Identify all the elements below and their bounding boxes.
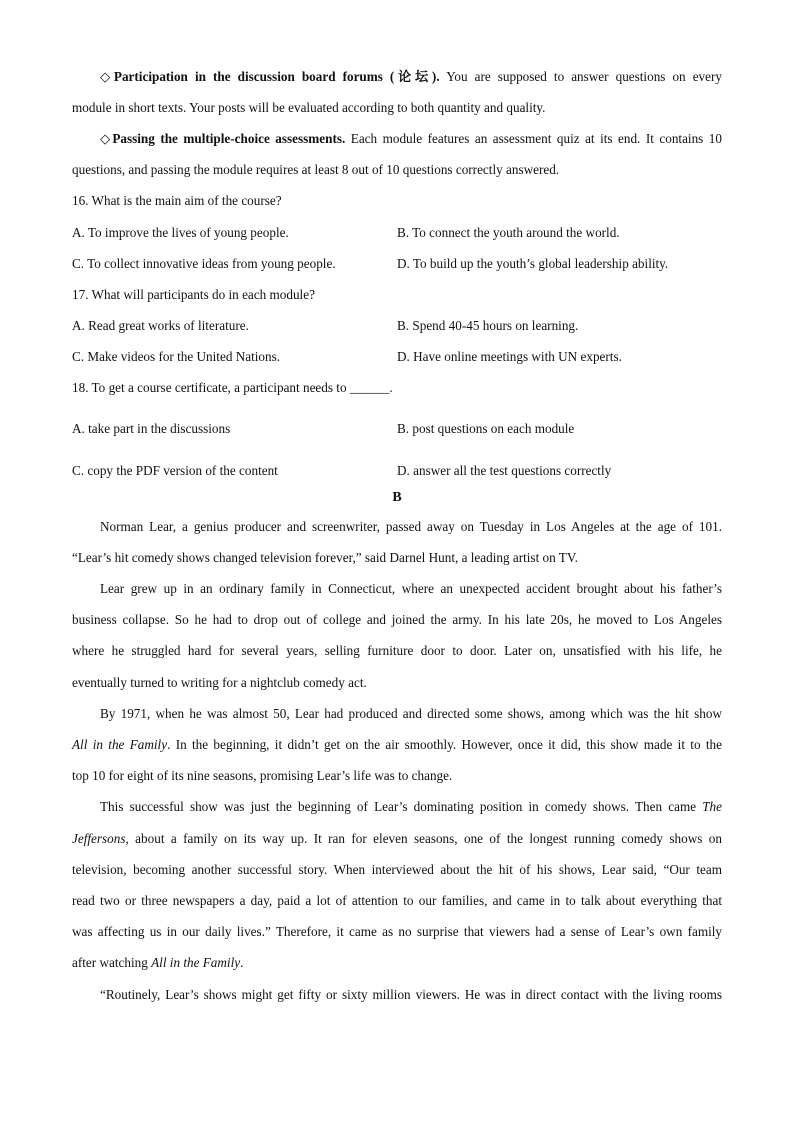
requirement-quiz-text: Each module features an assessment quiz at its end. It contains 10 <box>350 131 722 146</box>
requirement-quiz-line1 <box>72 130 722 148</box>
passage-p4-line5: was affecting us in our daily lives.” Therefore, it came as no surprise that viewers had a sense of Lear’s own family <box>72 924 722 939</box>
question-17-stem: 17. What will participants do in each module? <box>72 287 315 302</box>
passage-p4-line6-text: after watching <box>72 955 148 970</box>
section-b-heading: B <box>392 490 402 505</box>
passage-p4-line1-text: This successful show was just the beginning of Lear’s dominating position in comedy shows. Then came <box>100 799 697 814</box>
show-title-all-in-the-family-2: All in the Family <box>151 955 241 970</box>
option-17-c[interactable]: C. Make videos for the United Nations. <box>72 349 281 364</box>
option-18-c[interactable]: C. copy the PDF version of the content <box>72 463 278 478</box>
passage-p2-line3: where he struggled hard for several years, selling furniture door to door. Later on, unsatisfied with his life, he <box>72 643 722 658</box>
option-18-a[interactable]: A. take part in the discussions <box>72 421 231 436</box>
passage-p5-line1: “Routinely, Lear’s shows might get fifty or sixty million viewers. He was in direct contact with the living rooms <box>100 987 722 1002</box>
passage-p3-line1: By 1971, when he was almost 50, Lear had produced and directed some shows, among which was the hit show <box>100 706 722 721</box>
option-18-d[interactable]: D. answer all the test questions correctly <box>397 463 612 478</box>
passage-p2-line4: eventually turned to writing for a nightclub comedy act. <box>72 675 367 690</box>
passage-p4-line2 <box>72 830 722 848</box>
passage-p1-line2: “Lear’s hit comedy shows changed television forever,” said Darnel Hunt, a leading artist on TV. <box>72 550 578 565</box>
passage-p1-line1: Norman Lear, a genius producer and screenwriter, passed away on Tuesday in Los Angeles at the age of 101. <box>100 519 722 534</box>
option-17-d[interactable]: D. Have online meetings with UN experts. <box>397 349 622 364</box>
question-16-stem: 16. What is the main aim of the course? <box>72 193 282 208</box>
bullet-icon: ◇ <box>100 69 114 84</box>
passage-p4-line1 <box>72 798 722 816</box>
passage-p4-line6 <box>72 954 722 972</box>
requirement-forum-line2: module in short texts. Your posts will be evaluated according to both quantity and quality. <box>72 100 546 115</box>
show-title-jeffersons: Jeffersons <box>72 831 126 846</box>
requirement-quiz-line2: questions, and passing the module requires at least 8 out of 10 questions correctly answered. <box>72 162 560 177</box>
passage-p4-line4: read two or three newspapers a day, paid a lot of attention to our families, and came in to talk about everything that <box>72 893 722 908</box>
requirement-forum-title: Participation in the discussion board forums (论坛). <box>113 69 440 84</box>
question-18-stem: 18. To get a course certificate, a participant needs to ______. <box>72 380 393 395</box>
passage-p4-line2-text: , about a family on its way up. It ran for eleven seasons, one of the longest running comedy shows on <box>125 831 722 846</box>
option-16-d[interactable]: D. To build up the youth’s global leadership ability. <box>397 256 669 271</box>
passage-p4-line3: television, becoming another successful story. When interviewed about the hit of his shows, Lear said, “Our team <box>72 862 722 877</box>
passage-p3-line3: top 10 for eight of its nine seasons, promising Lear’s life was to change. <box>72 768 453 783</box>
passage-p3-line2-text: . In the beginning, it didn’t get on the air smoothly. However, once it did, this show made it to the <box>167 737 723 752</box>
option-17-b[interactable]: B. Spend 40-45 hours on learning. <box>397 318 579 333</box>
passage-p2-line1: Lear grew up in an ordinary family in Connecticut, where an unexpected accident brought about his father’s <box>100 581 722 596</box>
bullet-icon: ◇ <box>100 131 113 146</box>
requirement-forum-line1 <box>72 68 722 86</box>
requirement-quiz-title: Passing the multiple-choice assessments. <box>112 131 346 146</box>
option-17-a[interactable]: A. Read great works of literature. <box>72 318 249 333</box>
show-title-the: The <box>702 799 722 814</box>
option-16-a[interactable]: A. To improve the lives of young people. <box>72 225 289 240</box>
passage-p3-line2 <box>72 736 722 754</box>
passage-p4-line6-end: . <box>240 955 244 970</box>
requirement-forum-text: You are supposed to answer questions on every <box>446 69 722 84</box>
show-title-all-in-the-family: All in the Family <box>72 737 168 752</box>
option-18-b[interactable]: B. post questions on each module <box>397 421 575 436</box>
option-16-b[interactable]: B. To connect the youth around the world. <box>397 225 620 240</box>
passage-p2-line2: business collapse. So he had to drop out of college and joined the army. In his late 20s, he moved to Los Angeles <box>72 612 722 627</box>
option-16-c[interactable]: C. To collect innovative ideas from young people. <box>72 256 336 271</box>
